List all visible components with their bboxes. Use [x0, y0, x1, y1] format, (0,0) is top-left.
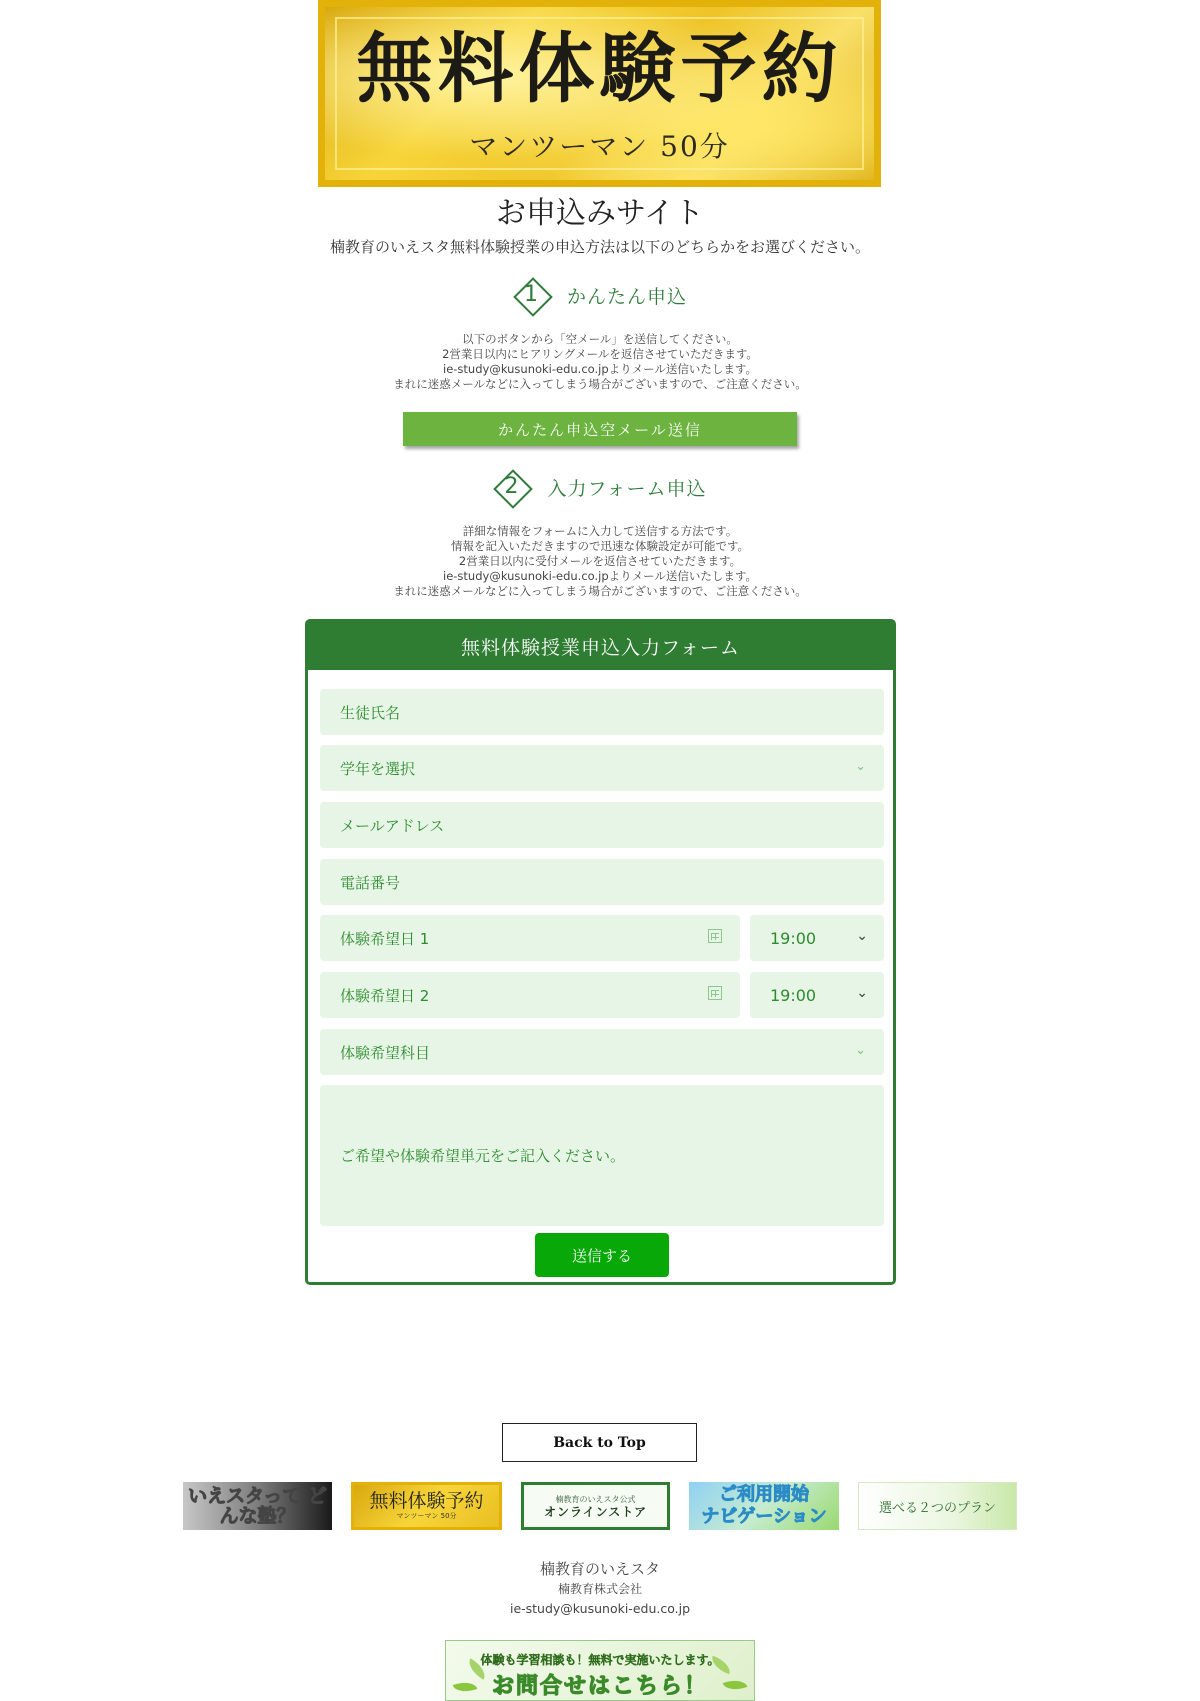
calendar-icon[interactable] [708, 986, 722, 1000]
getting-started-banner[interactable] [689, 1482, 839, 1530]
plans-banner-text: 選べる２つのプラン [878, 1500, 996, 1516]
contact-banner-tagline: 体験も学習相談も！無料で実施いたします。 [480, 1653, 720, 1667]
step2-number-icon: 2 [493, 469, 529, 505]
easy-apply-email-button[interactable]: かんたん申込空メール送信 [403, 412, 797, 446]
back-to-top-button[interactable]: Back to Top [502, 1423, 697, 1462]
step2-instructions [0, 524, 1200, 599]
footer-brand: 楠教育のいえスタ [539, 1560, 660, 1578]
subject-select[interactable] [320, 1029, 884, 1075]
chevron-down-icon: ⌄ [855, 1043, 866, 1058]
step1-line: 以下のボタンから「空メール」を送信してください。 [462, 332, 738, 346]
step1-line: 2営業日以内にヒアリングメールを返信させていただきます。 [442, 347, 758, 361]
trial-date2-label: 体験希望日 2 [340, 986, 430, 1005]
form-title: 無料体験授業申込入力フォーム [308, 622, 893, 670]
student-name-field[interactable]: 生徒氏名 [320, 689, 884, 735]
chevron-down-icon: ⌄ [855, 759, 866, 774]
step2-line: 情報を記入いただきますので迅速な体験設定が可能です。 [450, 539, 750, 553]
lead-text: 楠教育のいえスタ無料体験授業の申込方法は以下のどちらかをお選びください。 [329, 238, 870, 256]
trial-application-form [305, 619, 896, 1285]
phone-field[interactable]: 電話番号 [320, 859, 884, 905]
online-store-banner-line1: 楠教育のいえスタ公式 [555, 1494, 636, 1504]
getting-started-banner-line2: ナビゲーション [701, 1506, 827, 1527]
contact-banner-title: お問合せはこちら！ [491, 1674, 708, 1699]
plans-banner[interactable] [858, 1482, 1017, 1530]
free-trial-banner-title: 無料体験予約 [369, 1490, 484, 1512]
about-school-banner-text: いえスタって どんな塾？ [188, 1485, 327, 1527]
hero-subtitle: マンツーマン 50分 [469, 130, 730, 163]
page-title: お申込みサイト [496, 196, 704, 231]
step2-line: 詳細な情報をフォームに入力して送信する方法です。 [462, 524, 738, 538]
online-store-banner-line2: オンラインストア [544, 1504, 647, 1519]
getting-started-banner-line1: ご利用開始 [719, 1484, 809, 1505]
trial-time1-value: 19:00 [770, 928, 817, 948]
step1-line: ie-study@kusunoki-edu.co.jpよりメール送信いたします。 [443, 362, 757, 376]
grade-select[interactable] [320, 745, 884, 791]
step1-heading [0, 275, 1200, 315]
subject-select-label: 体験希望科目 [340, 1043, 431, 1062]
step1-label: かんたん申込 [566, 285, 687, 308]
trial-date1-label: 体験希望日 1 [340, 929, 430, 948]
footer-email: ie-study@kusunoki-edu.co.jp [509, 1601, 691, 1616]
free-trial-banner[interactable] [351, 1482, 502, 1530]
contact-banner[interactable] [445, 1640, 755, 1701]
step1-number-icon: 1 [513, 277, 549, 313]
trial-time2-value: 19:00 [770, 985, 817, 1005]
trial-date2-field[interactable] [320, 972, 740, 1018]
chevron-down-icon: ⌄ [856, 985, 868, 1001]
step1-instructions [0, 332, 1200, 392]
step2-heading [0, 467, 1200, 507]
online-store-banner[interactable] [521, 1482, 670, 1530]
about-school-banner[interactable] [183, 1482, 332, 1530]
footer-company: 楠教育株式会社 [557, 1582, 642, 1596]
hero-title: 無料体験予約 [356, 24, 843, 113]
trial-date1-field[interactable] [320, 915, 740, 961]
trial-time1-select[interactable] [750, 915, 884, 961]
step2-line: ie-study@kusunoki-edu.co.jpよりメール送信いたします。 [443, 569, 757, 583]
email-field[interactable]: メールアドレス [320, 802, 884, 848]
step2-line: 2営業日以内に受付メールを返信させていただきます。 [458, 554, 742, 568]
submit-button[interactable]: 送信する [535, 1233, 669, 1277]
grade-select-label: 学年を選択 [340, 759, 416, 778]
calendar-icon[interactable] [708, 929, 722, 943]
hero-banner [318, 0, 881, 187]
trial-time2-select[interactable] [750, 972, 884, 1018]
step2-line: まれに迷惑メールなどに入ってしまう場合がございますので、ご注意ください。 [393, 584, 807, 598]
message-textarea[interactable]: ご希望や体験希望単元をご記入ください。 [320, 1085, 884, 1226]
chevron-down-icon: ⌄ [856, 928, 868, 944]
free-trial-banner-subtitle: マンツーマン 50分 [396, 1512, 457, 1520]
step1-line: まれに迷惑メールなどに入ってしまう場合がございますので、ご注意ください。 [393, 377, 807, 391]
step2-label: 入力フォーム申込 [547, 477, 707, 500]
